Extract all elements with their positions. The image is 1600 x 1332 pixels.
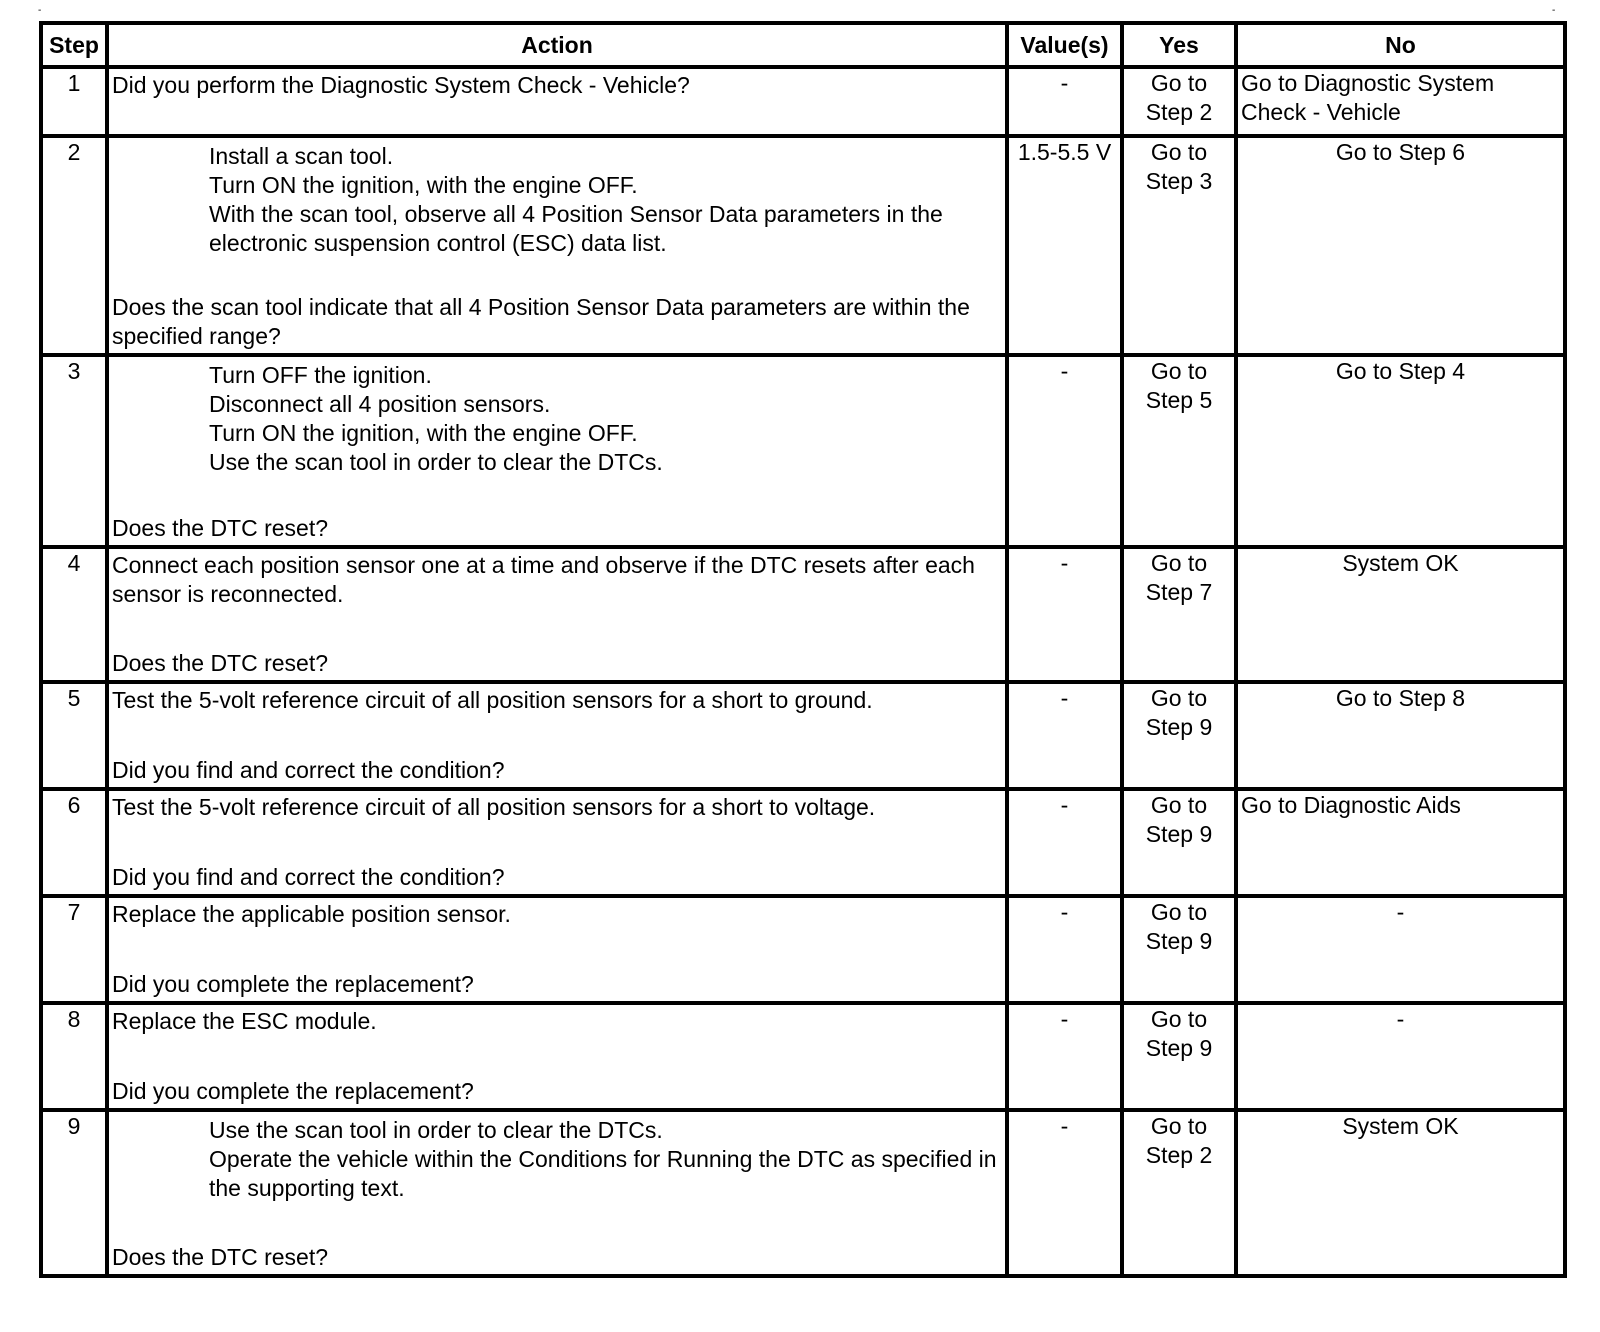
no-cell: Go to Step 8 bbox=[1236, 682, 1565, 789]
table-row bbox=[41, 136, 1565, 355]
header-step: Step bbox=[41, 23, 107, 67]
action-question: Did you find and correct the condition? bbox=[112, 864, 505, 890]
table-row bbox=[41, 682, 1565, 789]
action-cell bbox=[107, 1003, 1007, 1110]
yes-cell: Go to Step 3 bbox=[1122, 136, 1236, 355]
value-cell: - bbox=[1007, 682, 1122, 789]
table-row bbox=[41, 67, 1565, 136]
header-action: Action bbox=[107, 23, 1007, 67]
action-cell bbox=[107, 67, 1007, 136]
action-cell bbox=[107, 355, 1007, 547]
yes-cell: Go to Step 9 bbox=[1122, 896, 1236, 1003]
step-number: 4 bbox=[41, 547, 107, 682]
table-row bbox=[41, 547, 1565, 682]
table-row bbox=[41, 355, 1565, 547]
action-text: Did you perform the Diagnostic System Check - Vehicle? bbox=[112, 72, 690, 98]
step-number: 9 bbox=[41, 1110, 107, 1276]
value-cell: 1.5-5.5 V bbox=[1007, 136, 1122, 355]
header-row bbox=[41, 23, 1565, 67]
action-text: Replace the ESC module. bbox=[112, 1008, 377, 1034]
step-number: 1 bbox=[41, 67, 107, 136]
action-text: Connect each position sensor one at a time and observe if the DTC resets after each sensor is reconnected. bbox=[112, 552, 975, 607]
table-row bbox=[41, 789, 1565, 896]
action-cell bbox=[107, 1110, 1007, 1276]
action-question: Does the DTC reset? bbox=[112, 1244, 329, 1270]
yes-cell: Go to Step 7 bbox=[1122, 547, 1236, 682]
no-cell: System OK bbox=[1236, 1110, 1565, 1276]
instruction-item: Install a scan tool. bbox=[209, 143, 394, 169]
corner-mark-left: - bbox=[38, 5, 42, 16]
step-number: 6 bbox=[41, 789, 107, 896]
no-cell: Go to Diagnostic System Check - Vehicle bbox=[1236, 67, 1565, 136]
table-row bbox=[41, 1110, 1565, 1276]
value-cell: - bbox=[1007, 355, 1122, 547]
action-question: Did you complete the replacement? bbox=[112, 1078, 474, 1104]
header-no: No bbox=[1236, 23, 1565, 67]
yes-cell: Go to Step 2 bbox=[1122, 1110, 1236, 1276]
no-cell: Go to Diagnostic Aids bbox=[1236, 789, 1565, 896]
value-cell: - bbox=[1007, 67, 1122, 136]
action-cell bbox=[107, 896, 1007, 1003]
value-cell: - bbox=[1007, 789, 1122, 896]
action-cell bbox=[107, 789, 1007, 896]
no-cell: Go to Step 4 bbox=[1236, 355, 1565, 547]
table-row bbox=[41, 896, 1565, 1003]
action-cell bbox=[107, 682, 1007, 789]
header-values: Value(s) bbox=[1007, 23, 1122, 67]
instruction-item: Operate the vehicle within the Conditions for Running the DTC as specified in the supporting text. bbox=[209, 1146, 997, 1201]
yes-cell: Go to Step 2 bbox=[1122, 67, 1236, 136]
step-number: 8 bbox=[41, 1003, 107, 1110]
yes-cell: Go to Step 5 bbox=[1122, 355, 1236, 547]
step-number: 2 bbox=[41, 136, 107, 355]
value-cell: - bbox=[1007, 896, 1122, 1003]
yes-cell: Go to Step 9 bbox=[1122, 682, 1236, 789]
corner-mark-right: - bbox=[1552, 5, 1556, 16]
value-cell: - bbox=[1007, 547, 1122, 682]
no-cell: - bbox=[1236, 1003, 1565, 1110]
instruction-list bbox=[112, 357, 1002, 477]
action-question: Does the DTC reset? bbox=[112, 650, 329, 676]
action-question: Did you find and correct the condition? bbox=[112, 757, 505, 783]
action-cell bbox=[107, 547, 1007, 682]
step-number: 7 bbox=[41, 896, 107, 1003]
instruction-item: Use the scan tool in order to clear the DTCs. bbox=[209, 1117, 663, 1143]
no-cell: - bbox=[1236, 896, 1565, 1003]
instruction-item: Turn ON the ignition, with the engine OFF. bbox=[209, 420, 638, 446]
action-question: Does the scan tool indicate that all 4 Position Sensor Data parameters are within the specified range? bbox=[112, 294, 970, 349]
action-question: Does the DTC reset? bbox=[112, 515, 329, 541]
instruction-item: Use the scan tool in order to clear the DTCs. bbox=[209, 449, 663, 475]
yes-cell: Go to Step 9 bbox=[1122, 789, 1236, 896]
diagnostic-table bbox=[39, 21, 1567, 1278]
value-cell: - bbox=[1007, 1003, 1122, 1110]
table-row bbox=[41, 1003, 1565, 1110]
instruction-item: With the scan tool, observe all 4 Position Sensor Data parameters in the electronic suspension control (ESC) data list. bbox=[209, 201, 943, 256]
action-text: Test the 5-volt reference circuit of all position sensors for a short to ground. bbox=[112, 687, 873, 713]
action-text: Test the 5-volt reference circuit of all position sensors for a short to voltage. bbox=[112, 794, 876, 820]
value-cell: - bbox=[1007, 1110, 1122, 1276]
action-question: Did you complete the replacement? bbox=[112, 971, 474, 997]
instruction-item: Turn OFF the ignition. bbox=[209, 362, 432, 388]
action-text: Replace the applicable position sensor. bbox=[112, 901, 511, 927]
header-yes: Yes bbox=[1122, 23, 1236, 67]
no-cell: Go to Step 6 bbox=[1236, 136, 1565, 355]
no-cell: System OK bbox=[1236, 547, 1565, 682]
action-cell bbox=[107, 136, 1007, 355]
step-number: 5 bbox=[41, 682, 107, 789]
instruction-item: Turn ON the ignition, with the engine OFF. bbox=[209, 172, 638, 198]
instruction-list bbox=[112, 138, 1002, 258]
step-number: 3 bbox=[41, 355, 107, 547]
instruction-item: Disconnect all 4 position sensors. bbox=[209, 391, 551, 417]
instruction-list bbox=[112, 1112, 1002, 1203]
yes-cell: Go to Step 9 bbox=[1122, 1003, 1236, 1110]
